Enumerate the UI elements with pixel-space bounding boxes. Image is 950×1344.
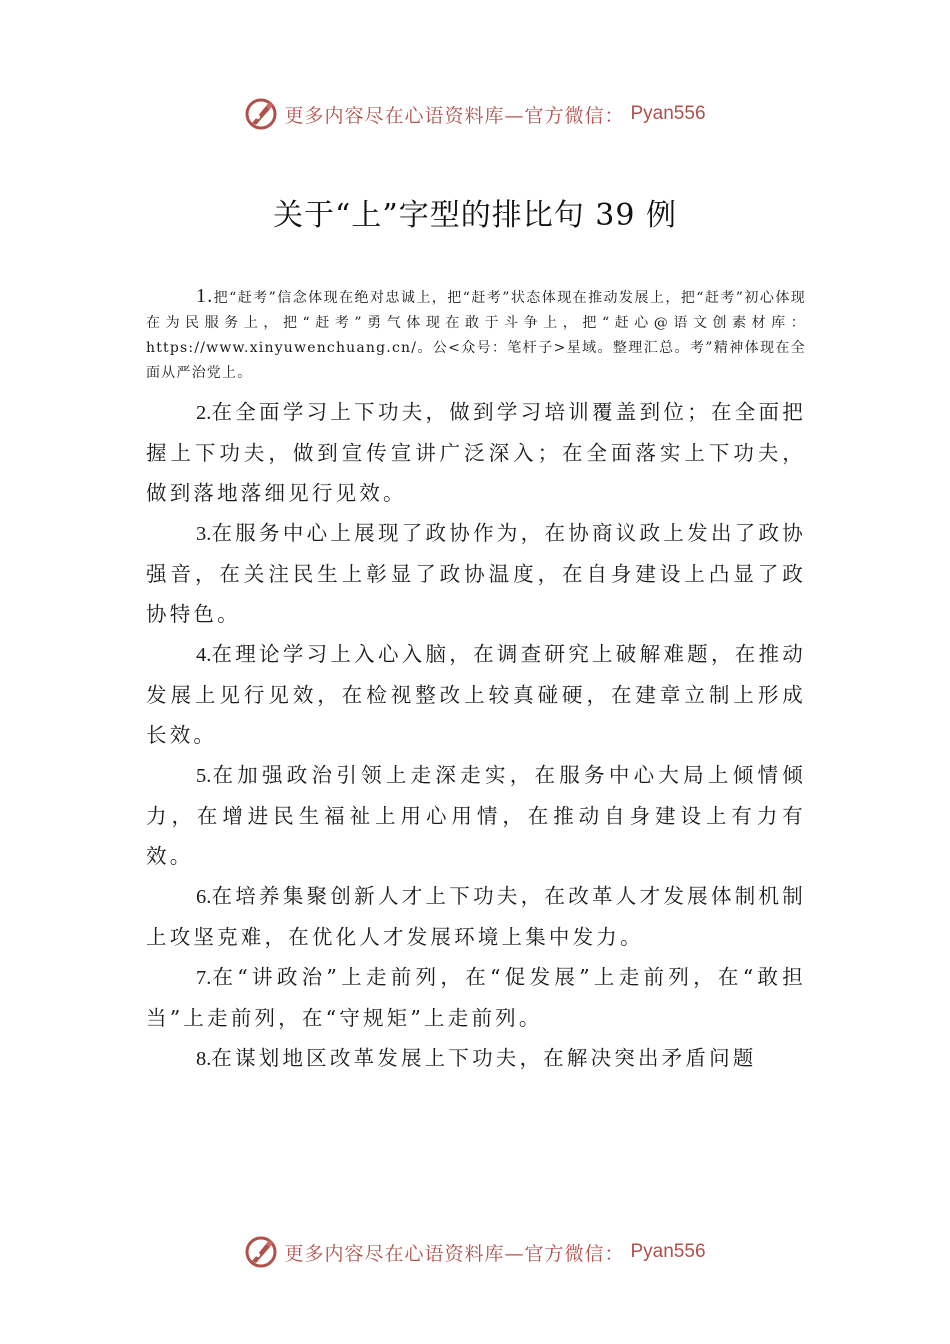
paragraph-4: 4.在理论学习上入心入脑，在调查研究上破解难题，在推动发展上见行见效，在检视整改上较真碰硬，在建章立制上形成长效。 — [146, 642, 806, 747]
banner-wechat-id: Pyan556 — [630, 103, 706, 124]
paragraph-1: 1.把“赶考”信念体现在绝对忠诚上，把“赶考”状态体现在推动发展上，把“赶考”初心体现在为民服务上，把“赶考”勇气体现在敢于斗争上，把“赶心@语文创素材库：https://www.xinyuwenchuang.cn/。公<众号：笔杆子>星域。整理汇总。考”精神体现在全面从严治党上。 — [146, 285, 806, 381]
paragraph-7: 7.在“讲政治”上走前列，在“促发展”上走前列，在“敢担当”上走前列，在“守规矩”上走前列。 — [146, 965, 806, 1030]
document-body — [146, 284, 806, 1079]
banner-text: 更多内容尽在心语资料库—官方微信： — [284, 104, 625, 127]
header-banner — [0, 94, 950, 134]
pen-circle-logo-icon — [244, 1235, 278, 1269]
paragraph-8: 8.在谋划地区改革发展上下功夫，在解决突出矛盾问题 — [196, 1046, 757, 1070]
banner-wechat-id: Pyan556 — [630, 1241, 706, 1262]
banner-text: 更多内容尽在心语资料库—官方微信： — [284, 1242, 625, 1265]
paragraph-2: 2.在全面学习上下功夫，做到学习培训覆盖到位；在全面把握上下功夫，做到宣传宣讲广泛深入；在全面落实上下功夫，做到落地落细见行见效。 — [146, 400, 806, 505]
paragraph-5: 5.在加强政治引领上走深走实，在服务中心大局上倾情倾力，在增进民生福祉上用心用情，在推动自身建设上有力有效。 — [146, 763, 806, 868]
paragraph-6: 6.在培养集聚创新人才上下功夫，在改革人才发展体制机制上攻坚克难，在优化人才发展环境上集中发力。 — [146, 884, 806, 949]
document-title: 关于“上”字型的排比句 39 例 — [273, 198, 677, 233]
paragraph-3: 3.在服务中心上展现了政协作为，在协商议政上发出了政协强音，在关注民生上彰显了政协温度，在自身建设上凸显了政协特色。 — [146, 521, 806, 626]
footer-banner — [0, 1232, 950, 1272]
pen-circle-logo-icon — [244, 97, 278, 131]
